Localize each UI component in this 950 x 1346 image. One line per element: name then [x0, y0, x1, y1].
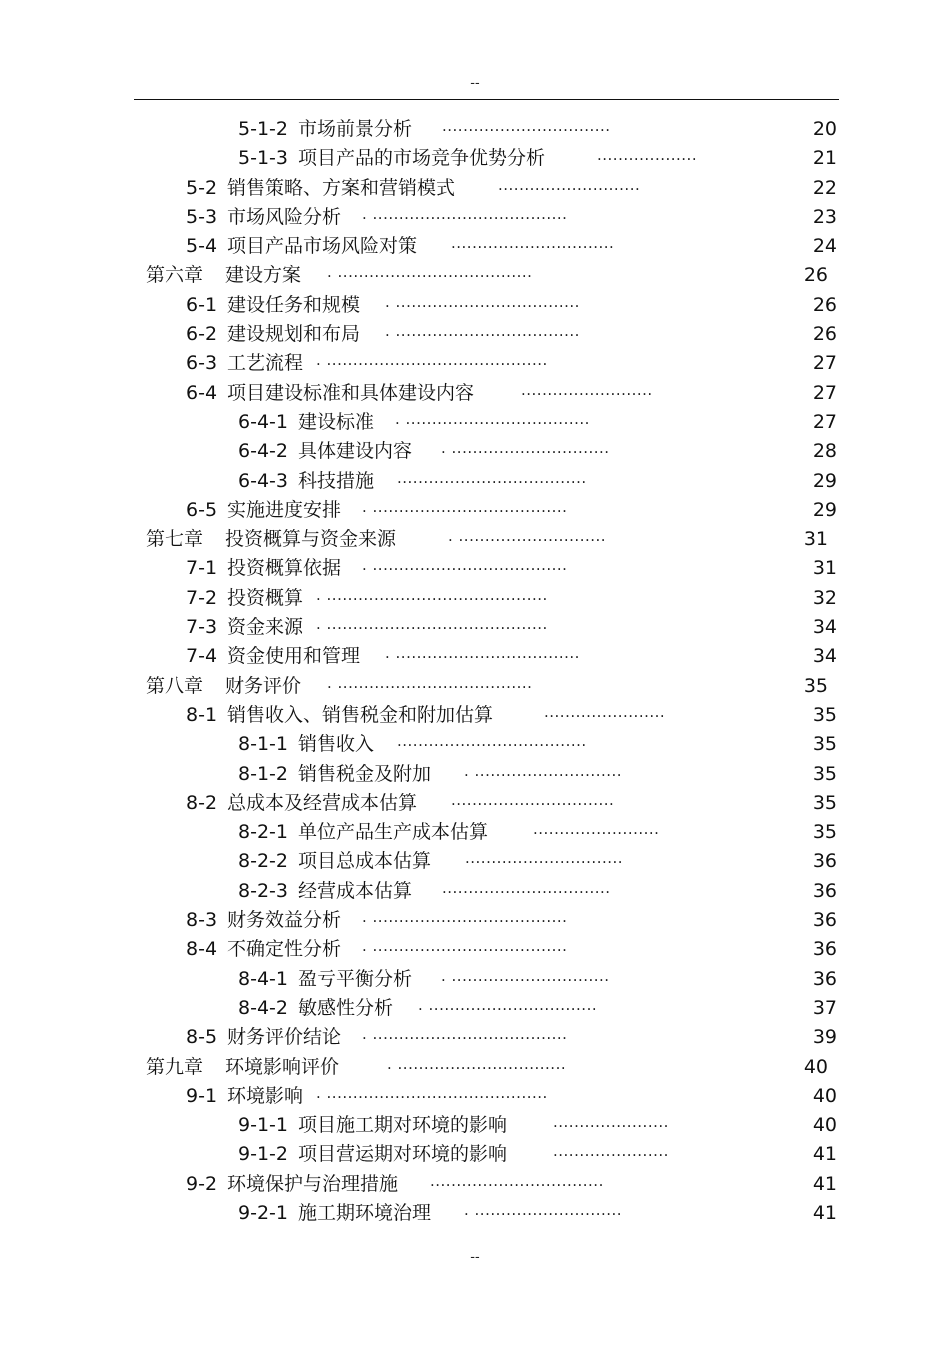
toc-leader-dots: ......................... — [521, 380, 653, 399]
toc-leader-dots: . ..................................... — [362, 204, 568, 223]
toc-entry[interactable] — [0, 408, 950, 437]
toc-entry[interactable] — [0, 935, 950, 964]
toc-leader-dots: ............................... — [451, 790, 615, 809]
toc-entry-title: 敏感性分析 — [297, 996, 393, 1019]
toc-entry-text — [186, 789, 417, 818]
toc-entry[interactable] — [0, 525, 950, 554]
toc-page-number: 26 — [812, 293, 837, 316]
toc-page-number: 22 — [812, 176, 837, 199]
toc-entry-text — [186, 1023, 341, 1052]
toc-entry-text — [238, 730, 374, 759]
toc-page-number: 26 — [812, 323, 837, 346]
toc-entry-text — [146, 672, 301, 701]
toc-page-number: 40 — [803, 1055, 828, 1078]
toc-leader-dots: . ................................ — [418, 995, 598, 1014]
toc-page-number: 24 — [812, 235, 837, 258]
toc-entry[interactable] — [0, 1111, 950, 1140]
toc-leader-dots: ............................... — [451, 234, 615, 253]
toc-page-number: 35 — [812, 791, 837, 814]
toc-entry-number: 6-1 — [186, 293, 218, 316]
toc-entry-text — [186, 349, 303, 378]
toc-entry[interactable] — [0, 1199, 950, 1228]
toc-entry-number: 8-2-2 — [238, 850, 288, 873]
toc-leader-dots: ................................ — [442, 117, 611, 135]
toc-page-number: 29 — [812, 498, 837, 521]
toc-entry[interactable] — [0, 496, 950, 525]
toc-entry-title: 工艺流程 — [227, 352, 304, 375]
toc-entry-text — [238, 1140, 507, 1169]
toc-entry-text — [186, 906, 341, 935]
toc-entry-title: 不确定性分析 — [227, 938, 342, 961]
toc-entry-title: 项目产品的市场竞争优势分析 — [297, 147, 545, 170]
toc-page-number: 41 — [812, 1201, 837, 1224]
toc-entry-title: 投资概算依据 — [227, 557, 342, 580]
toc-entry-text — [238, 760, 431, 789]
toc-page-number: 35 — [812, 703, 837, 726]
toc-page-number: 41 — [812, 1172, 837, 1195]
toc-leader-dots: .................................... — [397, 468, 587, 487]
table-of-contents — [0, 115, 950, 1228]
toc-entry-number: 6-3 — [186, 352, 218, 375]
toc-entry-number: 6-4-1 — [238, 410, 288, 433]
toc-leader-dots: . ................................... — [385, 292, 580, 311]
toc-entry-number: 6-4 — [186, 381, 218, 404]
toc-entry-number: 7-2 — [186, 586, 218, 609]
toc-entry-text — [186, 232, 417, 261]
toc-entry-title: 投资概算与资金来源 — [225, 528, 397, 551]
toc-entry-number: 6-2 — [186, 323, 218, 346]
toc-page-number: 32 — [812, 586, 837, 609]
toc-leader-dots: ........................ — [533, 820, 660, 839]
toc-page-number: 21 — [812, 147, 837, 170]
toc-page-number: 35 — [812, 762, 837, 785]
toc-page-number: 41 — [812, 1143, 837, 1166]
toc-entry-title: 施工期环境治理 — [297, 1201, 431, 1224]
toc-leader-dots: ................................. — [430, 1171, 604, 1190]
toc-entry-number: 7-4 — [186, 645, 218, 668]
toc-page-number: 26 — [803, 264, 828, 287]
toc-entry-number: 5-3 — [186, 205, 218, 228]
toc-entry-text — [238, 1111, 507, 1140]
toc-entry[interactable] — [0, 1082, 950, 1111]
toc-entry-number: 8-3 — [186, 909, 218, 932]
toc-entry[interactable] — [0, 1170, 950, 1199]
toc-entry-text — [238, 847, 431, 876]
toc-leader-dots: . .......................................... — [316, 585, 548, 604]
toc-page-number: 36 — [812, 967, 837, 990]
toc-entry-title: 市场前景分析 — [297, 118, 412, 140]
toc-entry-number: 6-5 — [186, 498, 218, 521]
toc-leader-dots: . ............................ — [448, 527, 607, 546]
toc-entry-number: 第六章 — [146, 264, 204, 287]
toc-entry-text — [186, 291, 360, 320]
toc-page-number: 28 — [812, 440, 837, 463]
toc-leader-dots: . ................................... — [385, 322, 580, 341]
toc-entry[interactable] — [0, 847, 950, 876]
toc-entry-title: 建设规划和布局 — [227, 323, 361, 346]
toc-entry-text — [186, 935, 341, 964]
toc-leader-dots: . ............................ — [464, 761, 623, 780]
toc-entry-text — [186, 584, 303, 613]
toc-entry-title: 项目施工期对环境的影响 — [297, 1114, 507, 1137]
toc-entry[interactable] — [0, 291, 950, 320]
toc-entry-text — [238, 408, 374, 437]
toc-entry-text — [186, 320, 360, 349]
toc-entry-title: 科技措施 — [297, 469, 374, 492]
toc-entry-number: 9-2 — [186, 1172, 218, 1195]
toc-page-number: 37 — [812, 996, 837, 1019]
toc-entry-title: 市场风险分析 — [227, 205, 342, 228]
toc-entry-number: 8-2-1 — [238, 821, 288, 844]
toc-entry-number: 5-2 — [186, 176, 218, 199]
toc-entry[interactable] — [0, 437, 950, 466]
toc-entry-title: 项目产品市场风险对策 — [227, 235, 418, 258]
page-header-mark: -- — [470, 76, 480, 91]
toc-entry-text — [146, 525, 396, 554]
toc-entry[interactable] — [0, 818, 950, 847]
toc-leader-dots: . ..................................... — [362, 937, 568, 956]
toc-entry-title: 销售收入、销售税金和附加估算 — [227, 703, 494, 726]
toc-entry-text — [186, 701, 493, 730]
toc-entry[interactable] — [0, 1053, 950, 1082]
toc-entry[interactable] — [0, 1140, 950, 1169]
toc-entry-title: 资金使用和管理 — [227, 645, 361, 668]
toc-entry-title: 盈亏平衡分析 — [297, 967, 412, 990]
toc-page-number: 36 — [812, 938, 837, 961]
toc-leader-dots: .................................... — [397, 732, 587, 751]
toc-entry[interactable] — [0, 906, 950, 935]
toc-entry-number: 9-1 — [186, 1084, 218, 1107]
toc-entry-number: 8-2-3 — [238, 879, 288, 902]
toc-entry-text — [238, 877, 412, 906]
toc-leader-dots: ...................... — [553, 1142, 669, 1161]
toc-page-number: 31 — [803, 528, 828, 551]
toc-page-number: 40 — [812, 1084, 837, 1107]
toc-entry-number: 8-1-2 — [238, 762, 288, 785]
toc-entry-number: 6-4-2 — [238, 440, 288, 463]
toc-entry-text — [238, 1199, 431, 1228]
toc-page-number: 34 — [812, 645, 837, 668]
toc-entry-title: 投资概算 — [227, 586, 304, 609]
toc-entry[interactable] — [0, 877, 950, 906]
toc-page-number: 27 — [812, 410, 837, 433]
toc-entry-number: 8-4-2 — [238, 996, 288, 1019]
toc-leader-dots: . ..................................... — [327, 673, 533, 692]
toc-entry[interactable] — [0, 144, 950, 173]
toc-leader-dots: . ..................................... — [362, 908, 568, 927]
toc-leader-dots: . ..................................... — [327, 263, 533, 282]
toc-entry-title: 项目营运期对环境的影响 — [297, 1143, 507, 1166]
toc-entry-title: 建设标准 — [297, 410, 374, 433]
toc-entry-text — [186, 379, 474, 408]
toc-entry[interactable] — [0, 701, 950, 730]
toc-entry-title: 资金来源 — [227, 616, 304, 639]
toc-page-number: 36 — [812, 850, 837, 873]
toc-leader-dots: ................... — [597, 146, 698, 165]
toc-leader-dots: . .......................................... — [316, 1083, 548, 1102]
toc-entry[interactable] — [0, 994, 950, 1023]
toc-entry-number: 8-4-1 — [238, 967, 288, 990]
toc-entry-title: 实施进度安排 — [227, 498, 342, 521]
toc-entry[interactable] — [0, 232, 950, 261]
toc-leader-dots: . ..................................... — [362, 556, 568, 575]
toc-entry-text — [186, 1082, 303, 1111]
toc-entry-title: 建设方案 — [225, 264, 302, 287]
toc-entry-title: 销售收入 — [297, 733, 374, 756]
toc-entry[interactable] — [0, 203, 950, 232]
toc-entry-text — [238, 994, 393, 1023]
toc-page-number: 36 — [812, 879, 837, 902]
toc-page-number: 29 — [812, 469, 837, 492]
toc-entry-title: 销售税金及附加 — [297, 762, 431, 785]
toc-leader-dots: . .............................. — [441, 439, 610, 458]
toc-page-number: 20 — [812, 118, 837, 140]
toc-entry-text — [146, 1053, 339, 1082]
toc-entry-title: 财务评价结论 — [227, 1026, 342, 1049]
toc-entry-title: 环境保护与治理措施 — [227, 1172, 399, 1195]
toc-entry-number: 8-4 — [186, 938, 218, 961]
toc-page-number: 34 — [812, 616, 837, 639]
toc-entry-title: 具体建设内容 — [297, 440, 412, 463]
toc-leader-dots: . ................................ — [387, 1054, 567, 1073]
toc-entry-text — [146, 261, 301, 290]
toc-entry-text — [186, 174, 455, 203]
toc-entry-text — [238, 437, 412, 466]
toc-entry-number: 5-4 — [186, 235, 218, 258]
toc-entry[interactable] — [0, 965, 950, 994]
toc-entry-title: 项目建设标准和具体建设内容 — [227, 381, 475, 404]
toc-entry-title: 财务评价 — [225, 674, 302, 697]
toc-entry[interactable] — [0, 115, 950, 144]
toc-entry[interactable] — [0, 672, 950, 701]
toc-entry-number: 6-4-3 — [238, 469, 288, 492]
toc-page-number: 36 — [812, 909, 837, 932]
toc-entry-number: 第七章 — [146, 528, 204, 551]
toc-leader-dots: ....................... — [544, 702, 666, 721]
toc-entry[interactable] — [0, 554, 950, 583]
toc-entry-text — [186, 203, 341, 232]
toc-entry-number: 9-1-2 — [238, 1143, 288, 1166]
toc-leader-dots: . ................................... — [395, 409, 590, 428]
toc-leader-dots: . ..................................... — [362, 1025, 568, 1044]
toc-entry[interactable] — [0, 1023, 950, 1052]
toc-page-number: 40 — [812, 1114, 837, 1137]
toc-entry[interactable] — [0, 467, 950, 496]
toc-page-number: 35 — [812, 821, 837, 844]
toc-leader-dots: . ............................ — [464, 1200, 623, 1219]
toc-entry[interactable] — [0, 613, 950, 642]
toc-entry[interactable] — [0, 349, 950, 378]
toc-entry-title: 经营成本估算 — [297, 879, 412, 902]
toc-entry-number: 8-5 — [186, 1026, 218, 1049]
toc-entry-text — [186, 613, 303, 642]
toc-page-number: 39 — [812, 1026, 837, 1049]
toc-entry-text — [238, 115, 412, 144]
toc-entry[interactable] — [0, 320, 950, 349]
toc-entry-text — [186, 1170, 398, 1199]
toc-entry[interactable] — [0, 760, 950, 789]
toc-entry[interactable] — [0, 174, 950, 203]
header-rule — [134, 99, 839, 100]
page-footer-mark: -- — [470, 1250, 480, 1265]
toc-page-number: 27 — [812, 352, 837, 375]
toc-leader-dots: ...................... — [553, 1113, 669, 1132]
toc-entry-title: 财务效益分析 — [227, 909, 342, 932]
toc-page-number: 31 — [812, 557, 837, 580]
toc-entry-number: 第九章 — [146, 1055, 204, 1078]
toc-entry-number: 8-2 — [186, 791, 218, 814]
toc-entry-number: 8-1-1 — [238, 733, 288, 756]
toc-leader-dots: . ..................................... — [362, 497, 568, 516]
toc-leader-dots: . .............................. — [441, 966, 610, 985]
toc-entry-text — [186, 554, 341, 583]
toc-entry-text — [186, 496, 341, 525]
toc-leader-dots: ........................... — [498, 175, 641, 194]
toc-entry-title: 项目总成本估算 — [297, 850, 431, 873]
toc-entry-number: 第八章 — [146, 674, 204, 697]
toc-entry-title: 销售策略、方案和营销模式 — [227, 176, 456, 199]
toc-entry-title: 建设任务和规模 — [227, 293, 361, 316]
toc-entry[interactable] — [0, 379, 950, 408]
toc-leader-dots: .............................. — [465, 849, 624, 868]
toc-leader-dots: . .......................................... — [316, 351, 548, 370]
toc-entry-number: 9-2-1 — [238, 1201, 288, 1224]
toc-entry[interactable] — [0, 642, 950, 671]
toc-entry-title: 环境影响 — [227, 1084, 304, 1107]
toc-entry[interactable] — [0, 730, 950, 759]
toc-entry[interactable] — [0, 261, 950, 290]
toc-page-number: 35 — [812, 733, 837, 756]
toc-entry-number: 5-1-3 — [238, 147, 288, 170]
toc-entry-number: 9-1-1 — [238, 1114, 288, 1137]
toc-entry-title: 单位产品生产成本估算 — [297, 821, 488, 844]
toc-entry-text — [186, 642, 360, 671]
toc-entry-title: 总成本及经营成本估算 — [227, 791, 418, 814]
toc-entry-text — [238, 965, 412, 994]
toc-entry[interactable] — [0, 789, 950, 818]
toc-entry-number: 5-1-2 — [238, 118, 288, 140]
toc-entry-text — [238, 467, 374, 496]
toc-page-number: 27 — [812, 381, 837, 404]
toc-leader-dots: . ................................... — [385, 644, 580, 663]
toc-entry-number: 7-1 — [186, 557, 218, 580]
toc-page-number: 23 — [812, 205, 837, 228]
toc-entry-title: 环境影响评价 — [225, 1055, 340, 1078]
toc-entry-text — [238, 818, 488, 847]
toc-entry-text — [238, 144, 545, 173]
toc-entry-number: 7-3 — [186, 616, 218, 639]
toc-page-number: 35 — [803, 674, 828, 697]
toc-entry-number: 8-1 — [186, 703, 218, 726]
toc-entry[interactable] — [0, 584, 950, 613]
toc-leader-dots: . .......................................... — [316, 615, 548, 634]
toc-leader-dots: ................................ — [442, 878, 611, 897]
